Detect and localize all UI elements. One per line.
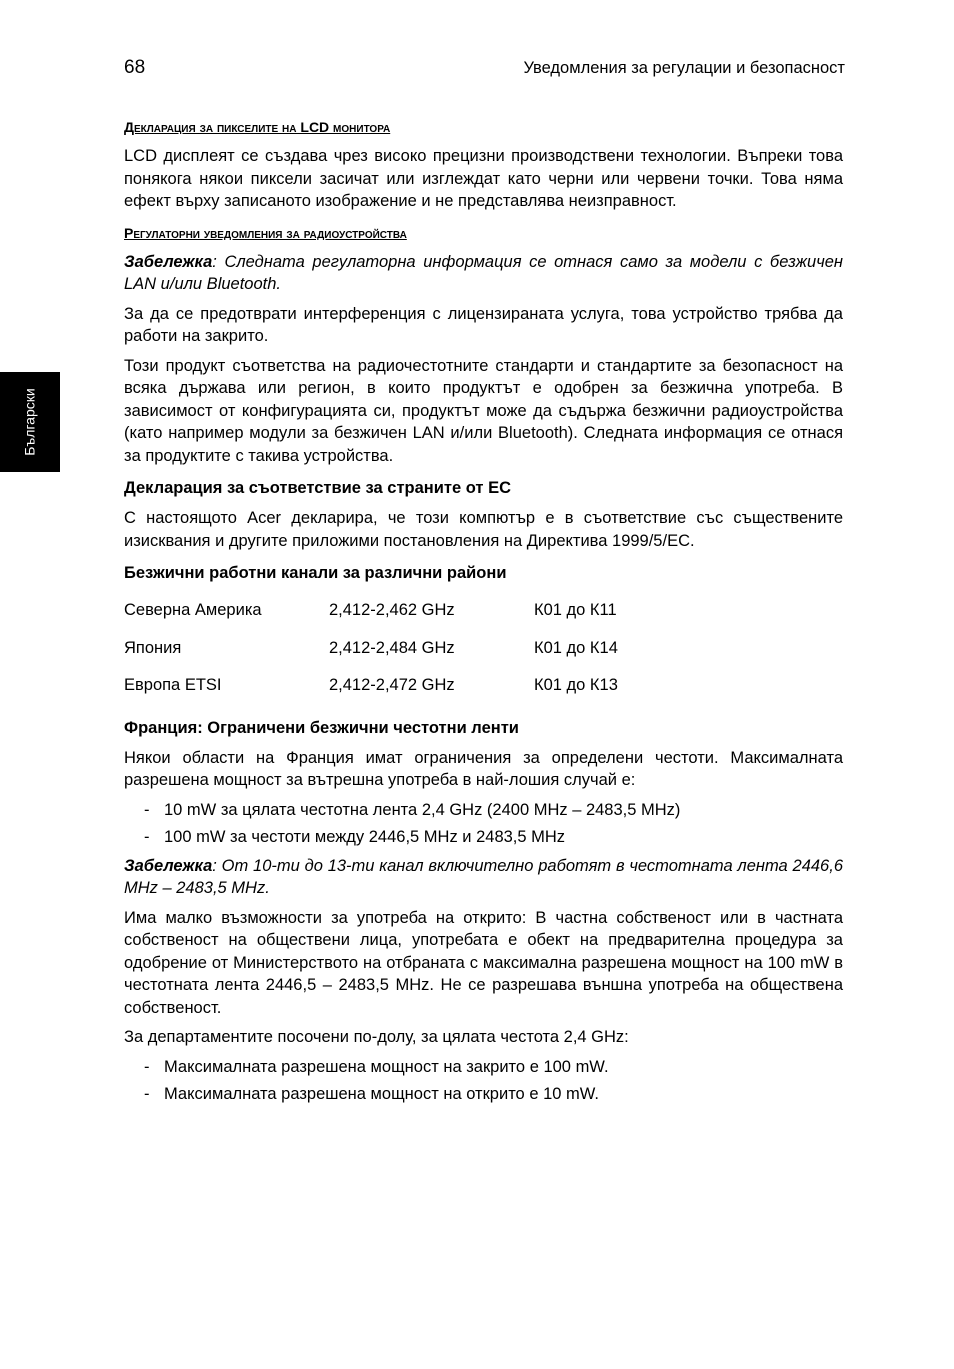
radio-paragraph-1: За да се предотврати интерференция с лицензираната услуга, това устройство трябва да работи на закрито.: [124, 304, 843, 345]
radio-paragraph-2: Този продукт съответства на радиочестотните стандарти и стандартите за безопасност на всяка държава или регион, в които продуктът е одобрен за безжична употреба. В зависимост от конфигурацията си, продуктът може да съдържа безжични радиоустройства (като например модули за безжичен LAN и/или Bluetooth). Следната информация се отнася за продуктите с такива устройства.: [124, 356, 843, 465]
france-power-list: [124, 799, 843, 849]
table-row: [124, 667, 618, 705]
table-cell-channels: К01 до К11: [534, 601, 617, 620]
page-number: 68: [124, 57, 146, 78]
table-cell-region: Северна Америка: [124, 601, 262, 620]
france-paragraph-3: За департаментите посочени по-долу, за цялата честота 2,4 GHz:: [124, 1028, 629, 1046]
ec-body: С настоящото Acer декларира, че този компютър е в съответствие със съществените изисквания и другите приложими постановления на Директива 1999/5/ЕС.: [124, 509, 843, 550]
france-heading: Франция: Ограничени безжични честотни ленти: [124, 718, 519, 737]
radio-note-label: Забележка: [124, 252, 213, 271]
radio-note-text: : Следната регулаторна информация се отнася само за модели с безжичен LAN и/или Bluetooth.: [124, 252, 843, 293]
list-item: - Максималната разрешена мощност на открито е 10 mW.: [124, 1083, 843, 1106]
france-department-list: [124, 1056, 843, 1106]
language-side-tab: [0, 372, 60, 472]
ec-heading: Декларация за съответствие за страните от ЕС: [124, 479, 512, 497]
table-cell-band: 2,412-2,462 GHz: [329, 601, 455, 620]
table-cell-channels: К01 до К13: [534, 676, 618, 695]
list-item: - 10 mW за цялата честотна лента 2,4 GHz (2400 MHz – 2483,5 MHz): [124, 799, 843, 822]
radio-note: [124, 251, 843, 296]
table-cell-region: Европа ETSI: [124, 676, 222, 695]
list-item: - Максималната разрешена мощност на закрито е 100 mW.: [124, 1056, 843, 1079]
table-cell-band: 2,412-2,484 GHz: [329, 638, 455, 657]
running-header: Уведомления за регулации и безопасност: [523, 59, 845, 77]
france-note-label: Забележка: [124, 856, 213, 875]
lcd-heading: Декларация за пикселите на LCD монитора: [124, 119, 391, 135]
channels-table: [124, 592, 618, 705]
lcd-body: LCD дисплеят се създава чрез високо прецизни производствени технологии. Въпреки това понякога някои пиксели засичат или изглеждат като черни или червени точки. Това няма ефект върху записаното изображение и не представлява неизправност.: [124, 147, 843, 210]
france-note: [124, 855, 843, 900]
radio-heading: Регулаторни уведомления за радиоустройства: [124, 224, 407, 241]
france-paragraph-1: Някои области на Франция имат ограничения за определени честоти. Максималната разрешена мощност за вътрешна употреба в най-лошия случай е:: [124, 748, 843, 789]
side-tab-label: Български: [22, 388, 38, 456]
france-paragraph-2: Има малко възможности за употреба на открито: В частна собственост или в частната собственост на обществени лица, употребата е обект на предварителна процедура за одобрение от Министерството на отбраната с максимална разрешена мощност на 100 mW в честотната лента 2446,5 – 2483,5 MHz. Не се разрешава външна употреба на обществена собственост.: [124, 908, 843, 1017]
table-row: [124, 630, 618, 668]
page-content: [124, 119, 843, 1112]
table-cell-band: 2,412-2,472 GHz: [329, 676, 455, 695]
list-item: - 100 mW за честоти между 2446,5 MHz и 2483,5 MHz: [124, 826, 843, 849]
table-cell-channels: К01 до К14: [534, 638, 618, 657]
channels-heading: Безжични работни канали за различни райони: [124, 564, 507, 582]
france-note-text: : От 10-ти до 13-ти канал включително работят в честотната лента 2446,6 MHz – 2483,5 MHz.: [124, 856, 843, 897]
table-row: [124, 592, 618, 630]
table-cell-region: Япония: [124, 638, 182, 657]
